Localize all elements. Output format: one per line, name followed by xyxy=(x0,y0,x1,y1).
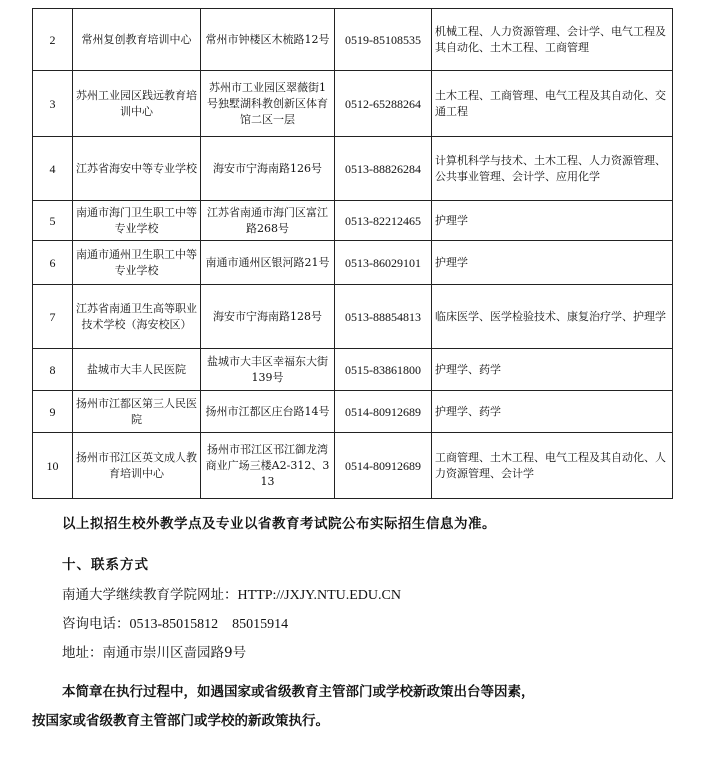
site-majors: 护理学、药学 xyxy=(432,349,673,391)
site-majors: 计算机科学与技术、土木工程、人力资源管理、公共事业管理、会计学、应用化学 xyxy=(432,137,673,201)
address-label: 地址： xyxy=(62,645,103,661)
site-name: 扬州市江都区第三人民医院 xyxy=(73,391,201,433)
teaching-sites-table xyxy=(32,8,673,499)
site-name: 扬州市邗江区英文成人教育培训中心 xyxy=(73,433,201,499)
table-row xyxy=(33,285,673,349)
table-row xyxy=(33,71,673,137)
site-name: 南通市海门卫生职工中等专业学校 xyxy=(73,201,201,241)
site-phone: 0514-80912689 xyxy=(335,391,432,433)
site-address: 海安市宁海南路126号 xyxy=(201,137,335,201)
row-number: 10 xyxy=(33,433,73,499)
site-address: 盐城市大丰区幸福东大街139号 xyxy=(201,349,335,391)
site-name: 盐城市大丰人民医院 xyxy=(73,349,201,391)
site-phone: 0515-83861800 xyxy=(335,349,432,391)
table-row xyxy=(33,9,673,71)
table-row xyxy=(33,201,673,241)
contact-website xyxy=(62,583,401,604)
site-name: 苏州工业园区践远教育培训中心 xyxy=(73,71,201,137)
site-phone: 0514-80912689 xyxy=(335,433,432,499)
site-phone: 0513-86029101 xyxy=(335,241,432,285)
site-majors: 护理学 xyxy=(432,241,673,285)
row-number: 2 xyxy=(33,9,73,71)
final-notice-line-1: 本简章在执行过程中，如遇国家或省级教育主管部门或学校新政策出台等因素， xyxy=(62,684,535,700)
site-majors: 工商管理、土木工程、电气工程及其自动化、人力资源管理、会计学 xyxy=(432,433,673,499)
table-row xyxy=(33,391,673,433)
site-address: 南通市通州区银河路21号 xyxy=(201,241,335,285)
final-notice-line-2: 按国家或省级教育主管部门或学校的新政策执行。 xyxy=(32,713,329,729)
table-row xyxy=(33,241,673,285)
contact-address xyxy=(62,641,246,661)
phone-value: 0513-85015812 85015914 xyxy=(129,617,289,632)
contact-phone xyxy=(62,612,288,633)
site-majors: 临床医学、医学检验技术、康复治疗学、护理学 xyxy=(432,285,673,349)
row-number: 3 xyxy=(33,71,73,137)
phone-label: 咨询电话： xyxy=(62,616,130,632)
row-number: 9 xyxy=(33,391,73,433)
site-phone: 0513-88826284 xyxy=(335,137,432,201)
site-address: 常州市钟楼区木梳路12号 xyxy=(201,9,335,71)
site-address: 海安市宁海南路128号 xyxy=(201,285,335,349)
site-majors: 护理学、药学 xyxy=(432,391,673,433)
row-number: 5 xyxy=(33,201,73,241)
site-phone: 0512-65288264 xyxy=(335,71,432,137)
site-address: 扬州市江都区庄台路14号 xyxy=(201,391,335,433)
row-number: 8 xyxy=(33,349,73,391)
row-number: 7 xyxy=(33,285,73,349)
site-phone: 0513-82212465 xyxy=(335,201,432,241)
row-number: 6 xyxy=(33,241,73,285)
section-title-contact: 十、联系方式 xyxy=(62,557,149,573)
site-phone: 0519-85108535 xyxy=(335,9,432,71)
site-majors: 机械工程、人力资源管理、会计学、电气工程及其自动化、土木工程、工商管理 xyxy=(432,9,673,71)
site-name: 南通市通州卫生职工中等专业学校 xyxy=(73,241,201,285)
table-row xyxy=(33,433,673,499)
site-majors: 土木工程、工商管理、电气工程及其自动化、交通工程 xyxy=(432,71,673,137)
site-name: 江苏省南通卫生高等职业技术学校（海安校区） xyxy=(73,285,201,349)
website-link[interactable]: HTTP://JXJY.NTU.EDU.CN xyxy=(237,588,401,603)
website-label: 南通大学继续教育学院网址： xyxy=(62,587,238,603)
row-number: 4 xyxy=(33,137,73,201)
site-majors: 护理学 xyxy=(432,201,673,241)
address-value: 南通市崇川区啬园路9号 xyxy=(102,645,247,661)
final-notice xyxy=(32,678,672,736)
site-address: 江苏省南通市海门区富江路268号 xyxy=(201,201,335,241)
site-phone: 0513-88854813 xyxy=(335,285,432,349)
table-row xyxy=(33,137,673,201)
site-address: 苏州市工业园区翠薇街1号独墅湖科教创新区体育馆二区一层 xyxy=(201,71,335,137)
table-row xyxy=(33,349,673,391)
site-name: 常州复创教育培训中心 xyxy=(73,9,201,71)
admission-note: 以上拟招生校外教学点及专业以省教育考试院公布实际招生信息为准。 xyxy=(62,516,496,532)
site-name: 江苏省海安中等专业学校 xyxy=(73,137,201,201)
site-address: 扬州市邗江区邗江御龙湾商业广场三楼A2-312、313 xyxy=(201,433,335,499)
